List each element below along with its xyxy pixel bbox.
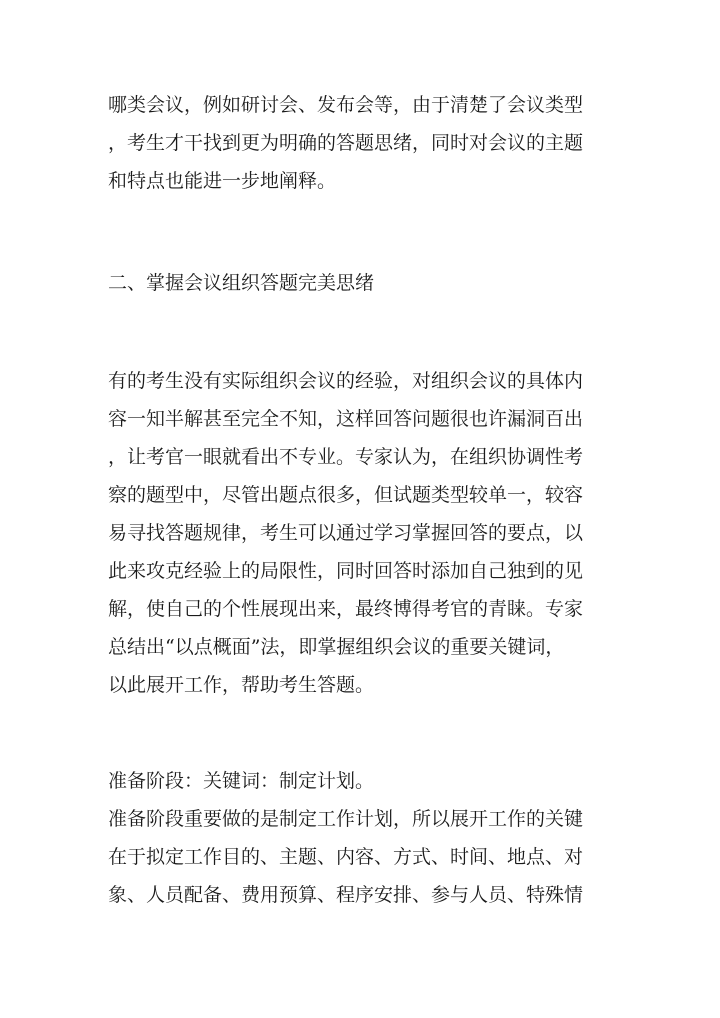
text-line: ，考生才干找到更为明确的答题思绪，同时对会议的主题: [108, 132, 584, 154]
paragraph-preparation-stage: [108, 762, 608, 914]
text-line: 容一知半解甚至完全不知，这样回答问题很也许漏洞百出: [108, 408, 584, 430]
text-line: 有的考生没有实际组织会议的经验，对组织会议的具体内: [108, 370, 584, 392]
text-line: 总结出“以点概面”法，即掌握组织会议的重要关键词，: [108, 636, 565, 658]
text-line: 象、人员配备、费用预算、程序安排、参与人员、特殊情: [108, 884, 584, 906]
text-line: ，让考官一眼就看出不专业。专家认为，在组织协调性考: [108, 446, 584, 468]
text-line: 以此展开工作，帮助考生答题。: [108, 674, 375, 696]
text-line: 准备阶段：关键词：制定计划。: [108, 770, 375, 792]
section-heading: [108, 264, 608, 302]
text-line: 和特点也能进一步地阐释。: [108, 170, 337, 192]
text-line: 察的题型中，尽管出题点很多，但试题类型较单一，较容: [108, 484, 584, 506]
paragraph-organize-meeting: [108, 362, 608, 704]
text-line: 此来攻克经验上的局限性，同时回答时添加自己独到的见: [108, 560, 584, 582]
heading-line: 二、掌握会议组织答题完美思绪: [108, 272, 375, 294]
text-line: 准备阶段重要做的是制定工作计划，所以展开工作的关键: [108, 808, 584, 830]
text-line: 哪类会议，例如研讨会、发布会等，由于清楚了会议类型: [108, 94, 584, 116]
paragraph-meeting-type: [108, 86, 608, 200]
text-line: 解，使自己的个性展现出来，最终博得考官的青睐。专家: [108, 598, 584, 620]
text-line: 易寻找答题规律，考生可以通过学习掌握回答的要点，以: [108, 522, 584, 544]
text-line: 在于拟定工作目的、主题、内容、方式、时间、地点、对: [108, 846, 584, 868]
